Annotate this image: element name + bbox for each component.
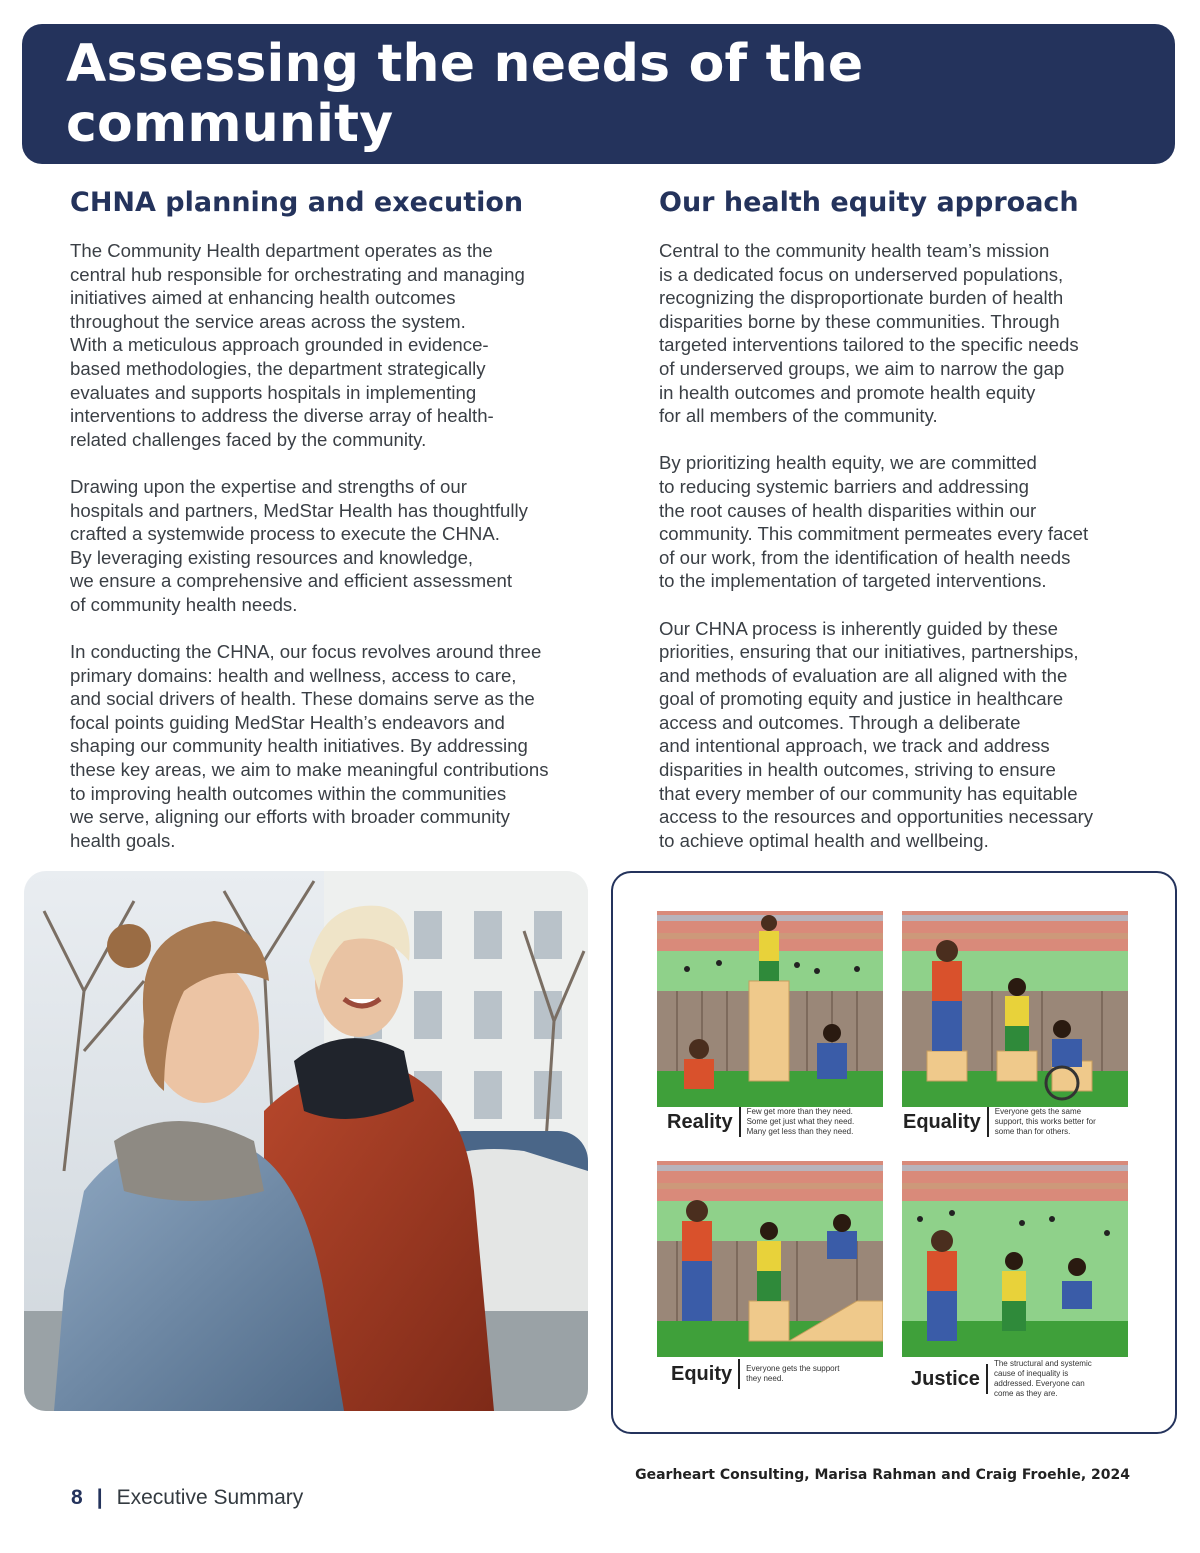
caption-justice (911, 1359, 1112, 1399)
left-column-heading: CHNA planning and execution (70, 187, 524, 218)
image-credit: Gearheart Consulting, Marisa Rahman and Craig Froehle, 2024 (635, 1467, 1130, 1483)
caption-justice-divider (986, 1364, 988, 1394)
caption-reality-text: Few get more than they need. Some get just what they need. Many get less than they need. (746, 1107, 855, 1136)
caption-reality (667, 1107, 865, 1137)
caption-justice-text: The structural and systemic cause of inequality is addressed. Everyone can come as they are. (993, 1359, 1092, 1398)
community-photo (24, 871, 588, 1411)
left-column (70, 183, 600, 876)
left-paragraph-1: The Community Health department operates as the central hub responsible for orchestrating and managing initiatives aimed at enhancing health outcomes throughout the service areas across the system. With a meticulous approach grounded in evidence- based methodologies, the department strategically evaluates and supports hospitals in implementing interventions to address the diverse array of health- related challenges faced by the community. (70, 240, 525, 450)
right-paragraph-1: Central to the community health team’s mission is a dedicated focus on underserved populations, recognizing the disproportionate burden of health disparities borne by these communities. Through targeted interventions tailored to the specific needs of underserved groups, we aim to narrow the gap in health outcomes and promote health equity for all members of the community. (659, 240, 1079, 427)
caption-equality-text: Everyone gets the same support, this works better for some than for others. (994, 1107, 1096, 1136)
caption-equity-title: Equity (671, 1362, 733, 1385)
title-banner (22, 24, 1175, 164)
page-number: 8 (71, 1486, 83, 1509)
caption-reality-title: Reality (667, 1110, 733, 1133)
page-title: Assessing the needs of the community (66, 34, 864, 154)
caption-equality-divider (987, 1107, 989, 1137)
right-paragraph-3: Our CHNA process is inherently guided by these priorities, ensuring that our initiatives, partnerships, and methods of evaluation are all aligned with the goal of promoting equity and justice in healthcare access and outcomes. Through a deliberate and intentional approach, we track and address disparities in health outcomes, striving to ensure that every member of our community has equitable access to the resources and opportunities necessary to achieve optimal health and wellbeing. (659, 617, 1094, 851)
caption-equity-text: Everyone gets the support they need. (746, 1364, 840, 1383)
panel-equality-image (902, 911, 1128, 1107)
left-paragraph-3: In conducting the CHNA, our focus revolves around three primary domains: health and wellness, access to care, and social drivers of health. These domains serve as the focal points guiding MedStar Health’s endeavors and shaping our community health initiatives. By addressing these key areas, we aim to make meaningful contributions to improving health outcomes within the communities we serve, aligning our efforts with broader community health goals. (70, 641, 549, 851)
left-paragraph-2: Drawing upon the expertise and strengths of our hospitals and partners, MedStar Health has thoughtfully crafted a systemwide process to execute the CHNA. By leveraging existing resources and knowledge, we ensure a comprehensive and efficient assessment of community health needs. (70, 475, 528, 615)
right-column-heading: Our health equity approach (659, 187, 1079, 218)
caption-justice-title: Justice (911, 1367, 980, 1390)
caption-equity (671, 1359, 864, 1389)
caption-equality (903, 1107, 1113, 1137)
caption-reality-divider (739, 1107, 741, 1137)
panel-justice-image (902, 1161, 1128, 1357)
equity-illustration (611, 871, 1177, 1434)
panel-equity-image (657, 1161, 883, 1357)
page-footer (71, 1486, 303, 1510)
right-column (659, 183, 1139, 876)
caption-equity-divider (738, 1359, 740, 1389)
caption-equality-title: Equality (903, 1110, 981, 1133)
footer-section-label: Executive Summary (116, 1486, 304, 1509)
panel-reality-image (657, 911, 883, 1107)
footer-separator: | (96, 1486, 103, 1509)
right-paragraph-2: By prioritizing health equity, we are committed to reducing systemic barriers and addressing the root causes of health disparities within our community. This commitment permeates every facet of our work, from the identification of health needs to the implementation of targeted interventions. (659, 452, 1089, 592)
